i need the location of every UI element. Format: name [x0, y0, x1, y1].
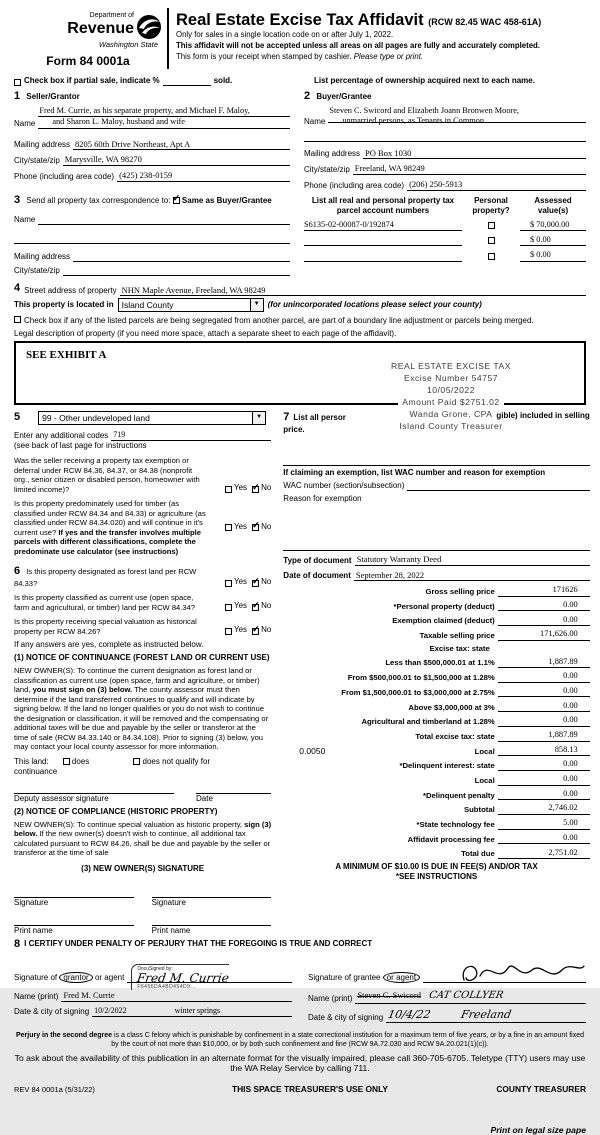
stamp-treasurer-title: Island County Treasurer — [399, 420, 503, 431]
tax-row-value[interactable]: 0.00 — [498, 615, 590, 627]
check-icon: ✓ — [252, 519, 260, 530]
tax-row-label: Exemption claimed (deduct) — [392, 616, 495, 626]
correspondence-label: Send all property tax correspondence to: — [26, 195, 171, 205]
tax-row — [283, 600, 589, 612]
accessibility-notice: To ask about the availability of this publication in an alternate format for the visually impaired, please call 360-705-6705. Teletype (TTY) users may use the WA Relay Service by calling 711. — [14, 1052, 586, 1074]
form-title-rcw: (RCW 82.45 WAC 458-61A) — [428, 17, 542, 27]
buyer-phone-label: Phone (including area code) — [304, 180, 405, 190]
tax-row-value[interactable]: 0.00 — [498, 759, 590, 771]
personal-property-checkbox[interactable] — [488, 237, 495, 244]
tax-row-label: Affidavit processing fee — [407, 834, 495, 844]
local-rate: 0.0050 — [299, 745, 326, 756]
owner-signature-line-1[interactable] — [14, 888, 134, 898]
forest-land-question-text: Is this property designated as forest land per RCW 84.33? — [14, 567, 197, 588]
q1-yes-checkbox[interactable] — [225, 486, 232, 493]
tax-row-label: From $500,000.01 to $1,500,000 at 1.28% — [347, 673, 495, 683]
seller-city-field[interactable]: Marysville, WA 98270 — [63, 154, 290, 166]
county-note: (for unincorporated locations please select your county) — [267, 300, 482, 310]
seller-name-label: Name — [14, 118, 36, 128]
tax-row-label: Local — [474, 775, 495, 785]
personal-property-header: Personal property? — [472, 195, 510, 215]
tax-row-value[interactable]: 0.00 — [498, 701, 590, 713]
grantee-sig-pre: Signature of grantee — [308, 973, 381, 983]
q3-yes-checkbox[interactable] — [225, 580, 232, 587]
notice-compliance-text — [14, 820, 271, 858]
tax-row — [283, 848, 589, 860]
check-icon: ✓ — [252, 576, 260, 587]
county-dropdown[interactable] — [118, 298, 264, 312]
buyer-phone-field[interactable]: (206) 250-5913 — [407, 179, 586, 191]
tax-row-value[interactable]: 2,751.02 — [498, 848, 590, 860]
parcel-number-field[interactable] — [304, 253, 462, 262]
seller-mailing-label: Mailing address — [14, 140, 71, 150]
does-label: does — [71, 756, 90, 766]
print-name-label: Print name — [14, 925, 53, 935]
tax-row-value[interactable]: 0.00 — [498, 686, 590, 698]
grantor-date-label: Date & city of signing — [14, 1006, 90, 1016]
wac-number-label: WAC number (section/subsection) — [283, 480, 405, 490]
header-note-1: Only for sales in a single location code on or after July 1, 2022. — [176, 30, 394, 40]
tax-row-value[interactable]: 0.00 — [498, 774, 590, 786]
tax-row-label: *Delinquent interest: state — [399, 761, 495, 771]
tax-row-value[interactable]: 2,746.02 — [498, 803, 590, 815]
correspondence-city-field[interactable] — [63, 267, 290, 276]
personal-property-checkbox[interactable] — [488, 222, 495, 229]
legal-description-label: Legal description of property (if you need more space, attach a separate sheet to each page of the affidavit). — [14, 329, 397, 339]
located-in-label: This property is located in — [14, 300, 114, 310]
stamp-treasurer-name: Wanda Grone, CPA — [409, 408, 493, 419]
tax-row — [283, 803, 589, 815]
yes-label: Yes — [234, 577, 248, 587]
header-note-2: This affidavit will not be accepted unless all areas on all pages are fully and accurately completed. — [176, 40, 540, 50]
seller-name-field[interactable] — [38, 106, 290, 129]
grantee-name-label: Name (print) — [308, 993, 353, 1003]
section6-number: 6 — [14, 565, 21, 578]
no-label: No — [261, 625, 272, 635]
grantor-signature-label — [14, 973, 127, 983]
chevron-down-icon[interactable]: ▼ — [252, 412, 265, 424]
grantor-name-label: Name (print) — [14, 991, 59, 1001]
notice-compliance-bold: sign (3) below. — [14, 819, 272, 839]
exemption-question: Was the seller receiving a property tax exemption or deferral under RCW 84.36, 84.37, or 84.38 (nonprofit org., senior citizen or disabled person, homeowner with limited income)? — [14, 456, 200, 494]
tax-row-value[interactable]: 0.00 — [498, 715, 590, 727]
does-not-checkbox[interactable] — [133, 758, 140, 765]
owner-print-line-2[interactable] — [152, 916, 272, 926]
tax-row-label: Less than $500,000.01 at 1.1% — [385, 658, 495, 668]
additional-codes-label: Enter any additional codes — [14, 431, 109, 441]
form-number: Form 84 0001a — [46, 54, 130, 69]
header-note-3 — [176, 52, 586, 62]
section7-label — [283, 408, 590, 425]
stamp-title: REAL ESTATE EXCISE TAX — [391, 361, 511, 372]
parcel-row — [304, 250, 586, 261]
q2-no-checkbox[interactable] — [252, 519, 260, 531]
stamp-date: 10/05/2022 — [426, 384, 475, 395]
section1-heading — [14, 90, 290, 104]
section8-number: 8 — [14, 937, 21, 950]
section7-frag1: List all persor — [293, 413, 346, 423]
seller-grantor-label: Seller/Grantor — [26, 92, 80, 102]
grantee-circled-word: or agent — [383, 972, 420, 983]
parcel-row — [304, 235, 586, 246]
treasurer-use-only-label: THIS SPACE TREASURER'S USE ONLY — [231, 1084, 389, 1095]
docusign-signature — [131, 964, 229, 991]
buyer-name-label: Name — [304, 116, 326, 126]
section5-number: 5 — [14, 411, 21, 424]
tax-row — [283, 759, 589, 771]
county-treasurer-label: COUNTY TREASURER — [496, 1084, 586, 1095]
does-checkbox[interactable] — [63, 758, 70, 765]
assessed-value-field[interactable]: $ 0.00 — [520, 250, 586, 261]
yes-label: Yes — [234, 625, 248, 635]
tax-row-value[interactable]: 858.13 — [498, 745, 590, 757]
q2-yes-checkbox[interactable] — [225, 524, 232, 531]
land-use-dropdown[interactable] — [38, 411, 266, 425]
grantor-date-value: 10/2/2022 — [94, 1005, 127, 1015]
assessed-value-field[interactable]: $ 0.00 — [520, 235, 586, 246]
continuance-label: continuance — [14, 766, 58, 776]
tax-row — [283, 818, 589, 830]
yes-label: Yes — [234, 601, 248, 611]
timber-question-pre: Is this property predominately used for timber (as classified under RCW 84.34 and 84.33) or agriculture (as classified under RCW 84.34.020) and will continue in it's current use? — [14, 499, 206, 537]
grantor-sig-post: or agent — [94, 973, 125, 983]
q5-yes-checkbox[interactable] — [225, 628, 232, 635]
form-header — [14, 8, 586, 69]
no-label: No — [261, 601, 272, 611]
section2-heading — [304, 90, 586, 104]
form-title-text: Real Estate Excise Tax Affidavit — [176, 11, 424, 29]
section7-frag3: price. — [283, 424, 305, 434]
notice-continuance-pre: NEW OWNER(S): To continue the current designation as forest land or classification as current use (open space, farm and agriculture, or timber) land, — [14, 666, 260, 695]
partial-sale-sold-label: sold. — [213, 76, 233, 86]
partial-sale-label: Check box if partial sale, indicate % — [24, 76, 160, 86]
tax-row — [283, 671, 589, 683]
correspondence-city-label: City/state/zip — [14, 266, 60, 276]
grantor-name-field[interactable]: Fred M. Currie — [61, 990, 292, 1002]
correspondence-extra-line[interactable] — [14, 235, 290, 244]
owner-signature-line-2[interactable] — [152, 888, 272, 898]
stamp-amount-paid: Amount Paid $2751.02 — [398, 397, 503, 409]
parcel-row — [304, 220, 586, 231]
tax-row-value[interactable]: 5.00 — [498, 818, 590, 830]
seller-mailing-field[interactable]: 8205 60th Drive Northeast, Apt A — [73, 139, 290, 151]
yes-label: Yes — [234, 483, 248, 493]
type-of-document-field[interactable]: Statutory Warranty Deed — [355, 554, 590, 566]
codes-note: (see back of last page for instructions — [14, 441, 147, 451]
revenue-swoosh-icon — [136, 14, 162, 40]
parcel-number-field[interactable]: S6135-02-00087-0/192874 — [304, 220, 462, 231]
tax-row — [283, 629, 589, 641]
correspondence-mailing-field[interactable] — [73, 253, 290, 262]
perjury-bold: Perjury in the second degree — [15, 1031, 113, 1039]
exemption-title: If claiming an exemption, list WAC number and reason for exemption — [283, 467, 546, 477]
buyer-city-field[interactable]: Freeland, WA 98249 — [353, 163, 586, 175]
section1-number: 1 — [14, 90, 21, 103]
tax-row-label: *Personal property (deduct) — [393, 601, 495, 611]
buyer-extra-line[interactable] — [304, 133, 586, 142]
signature-label: Signature — [14, 897, 49, 907]
parcel-number-field[interactable] — [304, 237, 462, 246]
date-of-document-label: Date of document — [283, 571, 351, 581]
tax-row-value[interactable]: 171,626.00 — [498, 629, 590, 641]
see-instructions-note: *SEE INSTRUCTIONS — [395, 872, 478, 882]
print-name-label: Print name — [151, 925, 191, 935]
q5-no-checkbox[interactable] — [252, 624, 260, 635]
tax-row-label: Above $3,000,000 at 3% — [408, 702, 495, 712]
tax-row-value[interactable]: 171626 — [498, 585, 590, 597]
seller-phone-label: Phone (including area code) — [14, 171, 115, 181]
segregated-label: Check box if any of the listed parcels are being segregated from another parcel, are part of a boundary line adjustment or parcels being merged. — [24, 316, 534, 326]
deputy-signature-label: Deputy assessor signature — [14, 793, 109, 803]
tax-row-value[interactable]: 1,887.89 — [498, 730, 590, 742]
header-divider — [167, 8, 169, 69]
tax-row — [283, 789, 589, 801]
section3-number: 3 — [14, 193, 21, 206]
chevron-down-icon[interactable]: ▼ — [250, 299, 263, 311]
correspondence-mailing-label: Mailing address — [14, 252, 71, 262]
grantee-date-label: Date & city of signing — [308, 1012, 384, 1022]
no-label: No — [261, 577, 272, 587]
grantor-sig-pre: Signature of — [14, 973, 58, 983]
tax-row — [283, 715, 589, 727]
tax-row — [283, 657, 589, 669]
notice-compliance-title: (2) NOTICE OF COMPLIANCE (HISTORIC PROPERTY) — [14, 806, 218, 816]
agency-block — [14, 8, 162, 69]
section7-number: 7 — [283, 411, 290, 424]
owner-print-line-1[interactable] — [14, 916, 134, 926]
tax-row-label: From $1,500,000.01 to $3,000,000 at 2.75% — [341, 687, 495, 697]
tax-row-label: Total due — [461, 849, 495, 859]
q4-no-checkbox[interactable] — [252, 600, 260, 611]
parcel-table — [304, 196, 586, 262]
grantee-date-field[interactable] — [386, 1008, 586, 1023]
partial-sale-percent-input[interactable] — [163, 85, 211, 86]
partial-sale-checkbox[interactable] — [14, 79, 21, 86]
dept-of-label: Department of — [89, 12, 134, 19]
q1-no-checkbox[interactable] — [252, 482, 260, 493]
notice-compliance-pre: NEW OWNER(S): To continue special valuation as historic property, — [14, 819, 245, 829]
notice-continuance-bold: you must sign on (3) below. — [32, 685, 133, 695]
check-icon: ✓ — [172, 192, 181, 203]
reason-exemption-label: Reason for exemption — [283, 493, 362, 503]
section7-frag2: gible) included in selling — [496, 411, 590, 421]
q3-no-checkbox[interactable] — [252, 576, 260, 587]
excise-tax-state-header: Excise tax: state — [429, 643, 490, 653]
docusign-id: F6456DA4BD454D9... — [137, 984, 197, 991]
grantor-circled-word: grantor — [59, 972, 92, 983]
notice-continuance-text — [14, 666, 271, 751]
signature-label: Signature — [151, 897, 186, 907]
grantor-script-signature: Fred M. Currie — [136, 971, 231, 986]
buyer-name-line2: unmarried persons, as Tenants in Common — [328, 116, 586, 126]
exhibit-a-text: SEE EXHIBIT A — [26, 349, 107, 362]
street-address-label: Street address of property — [24, 286, 117, 296]
grantor-signature-line[interactable] — [127, 965, 292, 991]
section3-heading — [14, 194, 290, 208]
print-legal-size-note: Print on legal size pape — [490, 1124, 586, 1135]
tax-row — [283, 686, 589, 698]
grantor-date-field[interactable] — [92, 1006, 292, 1017]
minimum-fee-note: A MINIMUM OF $10.00 IS DUE IN FEE(S) AND/OR TAX — [335, 862, 538, 872]
notice-continuance-post: The county assessor must then determine if the land transferred continues to qualify and will indicate by signing below. If the land no longer qualifies or you do not wish to continue the designation or classification, it will be removed and the compensating or additional taxes will be due and payable by the seller or transferor at the time of sale (RCW 84.33.140 or 84.34.108). Prior to signing (3) below, you may contact your local county assessor for more information. — [14, 685, 269, 752]
tax-row — [283, 833, 589, 845]
historical-question: Is this property receiving special valuation as historical property per RCW 84.26? — [14, 617, 197, 636]
assessed-value-field[interactable]: $ 70,000.00 — [520, 220, 586, 231]
form-title — [176, 11, 586, 29]
grantee-city-handwritten: Freeland — [459, 1007, 513, 1021]
no-label: No — [261, 483, 272, 493]
ownership-percentage-note: List percentage of ownership acquired next to each name. — [314, 76, 535, 86]
tax-row-label: Total excise tax: state — [415, 731, 495, 741]
grantee-handwritten-signature — [458, 958, 586, 988]
buyer-mailing-label: Mailing address — [304, 149, 361, 159]
if-yes-note: If any answers are yes, complete as instructed below. — [14, 640, 204, 650]
q4-yes-checkbox[interactable] — [225, 604, 232, 611]
forest-land-question — [14, 565, 209, 588]
tax-row-label: *Delinquent penalty — [422, 790, 495, 800]
correspondence-name-field[interactable] — [38, 216, 290, 225]
header-note-3-text: This form is your receipt when stamped by cashier. — [176, 51, 352, 61]
segregated-checkbox[interactable] — [14, 316, 21, 323]
revenue-wordmark: Revenue — [67, 19, 134, 37]
wac-number-field[interactable] — [407, 482, 589, 491]
tax-row — [283, 585, 589, 597]
current-use-question: Is this property classified as current use (open space, farm and agricultural, or timber) land per RCW 84.34? — [14, 593, 196, 612]
tax-row — [283, 701, 589, 713]
reason-exemption-field[interactable] — [365, 495, 590, 504]
tax-row-label: Taxable selling price — [419, 631, 495, 641]
tax-row-value[interactable]: 0.00 — [498, 789, 590, 801]
tax-row-label: Subtotal — [463, 805, 495, 815]
county-dropdown-value: Island County — [121, 299, 174, 310]
assessed-value-header: Assessed value(s) — [534, 195, 572, 215]
date-of-document-field[interactable]: September 28, 2022 — [354, 570, 590, 582]
perjury-notice — [14, 1031, 586, 1049]
grantee-name-handwritten: CAT COLLYER — [428, 990, 505, 1002]
check-icon: ✓ — [252, 482, 260, 493]
timber-question-bold: If yes and the transfer involves multiple parcels with different classifications, complete the predominate use calculator (see instructions) — [14, 527, 201, 556]
new-owners-signature-title: (3) NEW OWNER(S) SIGNATURE — [81, 863, 205, 873]
section2-number: 2 — [304, 90, 311, 103]
tax-row-value[interactable]: 0.00 — [498, 671, 590, 683]
street-address-field[interactable]: NHN Maple Avenue, Freeland, WA 98249 — [120, 285, 586, 297]
same-as-buyer-checkbox[interactable] — [172, 192, 181, 204]
buyer-city-label: City/state/zip — [304, 165, 350, 175]
tax-row — [283, 745, 589, 757]
tax-row-value[interactable]: 1,887.89 — [498, 657, 590, 669]
header-note-3-italic: Please type or print. — [353, 51, 424, 61]
buyer-mailing-field[interactable]: PO Box 1030 — [363, 148, 586, 160]
docusigned-by-label: DocuSigned by: — [137, 965, 173, 972]
buyer-name-line1: Steven C. Swicord and Elizabeth Joann Bronwen Moore, — [329, 106, 519, 116]
tax-row — [283, 774, 589, 786]
seller-city-label: City/state/zip — [14, 156, 60, 166]
rev-number: REV 84 0001a (5/31/22) — [14, 1084, 95, 1094]
timber-question — [14, 499, 209, 556]
seller-phone-field[interactable]: (425) 238-0159 — [117, 170, 290, 182]
buyer-grantee-label: Buyer/Grantee — [316, 92, 372, 102]
notice-continuance-title: (1) NOTICE OF CONTINUANCE (FOREST LAND OR CURRENT USE) — [14, 653, 270, 663]
seller-name-line2: and Sharon L. Maloy, husband and wife — [38, 117, 290, 128]
seller-name-line1: Fred M. Currie, as his separate property, and Michael F. Maloy, — [38, 106, 290, 117]
check-icon: ✓ — [252, 600, 260, 611]
does-not-label: does not qualify for — [142, 756, 211, 766]
tax-row — [283, 730, 589, 742]
no-label: No — [261, 522, 272, 532]
deputy-date-label: Date — [196, 793, 213, 803]
tax-row — [283, 615, 589, 627]
tax-row-value[interactable]: 0.00 — [498, 833, 590, 845]
personal-property-checkbox[interactable] — [488, 253, 495, 260]
tax-row-label: Agricultural and timberland at 1.28% — [361, 717, 495, 727]
type-of-document-label: Type of document — [283, 555, 352, 565]
correspondence-name-label: Name — [14, 215, 36, 225]
tax-row-label: Gross selling price — [425, 587, 495, 597]
buyer-name-field[interactable] — [328, 106, 586, 127]
perjury-rest: is a class C felony which is punishable by confinement in a state correctional institution for a maximum term of five years, or by a fine in an amount fixed by the court of not more than $10,000, or by both such confinement and fine (RCW 9A.72.030 and RCW 9A.20.021(1)(c)). — [111, 1031, 585, 1048]
grantee-name-typed: Steven C. Swicord — [357, 990, 421, 1001]
grantee-signature-line[interactable] — [423, 971, 586, 983]
section4-number: 4 — [14, 282, 21, 295]
same-as-buyer-label: Same as Buyer/Grantee — [181, 195, 272, 205]
grantee-date-handwritten: 10/4/22 — [387, 1007, 432, 1021]
check-icon: ✓ — [252, 624, 260, 635]
certify-statement: I CERTIFY UNDER PENALTY OF PERJURY THAT THE FOREGOING IS TRUE AND CORRECT — [24, 939, 373, 949]
parcel-number-header: List all real and personal property tax parcel account numbers — [311, 195, 455, 215]
additional-codes-field[interactable]: 719 — [111, 430, 271, 441]
this-land-label: This land: — [14, 756, 49, 766]
washington-state-label: Washington State — [98, 40, 158, 49]
tax-row-label: *State technology fee — [416, 820, 495, 830]
tax-row-label: Local — [474, 746, 495, 756]
grantee-name-field[interactable] — [355, 990, 586, 1004]
tax-row-value[interactable]: 0.00 — [498, 600, 590, 612]
grantor-city-value: winter springs — [174, 1005, 221, 1015]
yes-label: Yes — [234, 522, 248, 532]
grantee-signature-label — [308, 973, 423, 983]
notice-compliance-post: If the new owner(s) doesn't wish to continue, all additional tax calculated pursuant to RCW 84.26, shall be due and payable by the seller or transferor at the time of sale — [14, 829, 271, 858]
land-use-value: 99 - Other undeveloped land — [42, 412, 150, 423]
stamp-excise-number: Excise Number 54757 — [403, 373, 499, 384]
